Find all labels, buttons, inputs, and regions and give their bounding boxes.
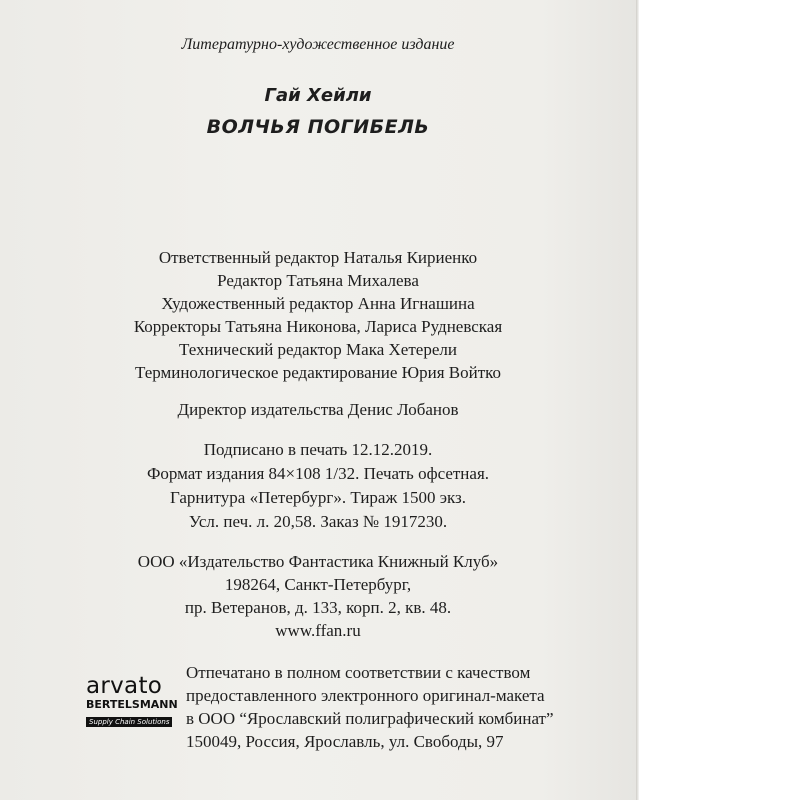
edition-type: Литературно-художественное издание (181, 36, 455, 53)
print-info-line: Формат издания 84×108 1/32. Печать офсетная. (146, 464, 490, 483)
arvato-logo (86, 674, 178, 729)
print-info-line: Гарнитура «Петербург». Тираж 1500 экз. (169, 488, 467, 507)
logo-brand: arvato (86, 673, 163, 699)
credit-line: Технический редактор Мака Хетерели (179, 340, 457, 359)
credit-line: Редактор Татьяна Михалева (217, 271, 419, 290)
printer-info (186, 661, 626, 753)
logo-tagline: Supply Chain Solutions (86, 717, 172, 727)
print-info-line: Усл. печ. л. 20,58. Заказ № 1917230. (188, 512, 448, 531)
printer-line: предоставленного электронного оригинал-макета (186, 686, 545, 705)
credit-line: Корректоры Татьяна Никонова, Лариса Рудневская (133, 317, 503, 336)
publishing-director: Директор издательства Денис Лобанов (177, 400, 459, 419)
printer-line: Отпечатано в полном соответствии с качеством (186, 663, 531, 682)
page-edge (636, 0, 639, 800)
publisher-line: пр. Ветеранов, д. 133, корп. 2, кв. 48. (184, 598, 452, 617)
publisher-line: ООО «Издательство Фантастика Книжный Клуб» (137, 552, 499, 571)
print-info-line: Подписано в печать 12.12.2019. (203, 440, 433, 459)
book-title: ВОЛЧЬЯ ПОГИБЕЛЬ (206, 116, 430, 138)
printer-line: в ООО “Ярославский полиграфический комбинат” (186, 709, 554, 728)
credit-line: Художественный редактор Анна Игнашина (161, 294, 475, 313)
printer-line: 150049, Россия, Ярославль, ул. Свободы, 97 (186, 732, 504, 751)
logo-sub: BERTELSMANN (86, 698, 178, 711)
publisher-line: 198264, Санкт-Петербург, (224, 575, 412, 594)
publisher-website: www.ffan.ru (275, 621, 361, 640)
credit-line: Ответственный редактор Наталья Кириенко (158, 248, 478, 267)
book-author: Гай Хейли (264, 85, 372, 106)
credit-line: Терминологическое редактирование Юрия Войтко (134, 363, 502, 382)
